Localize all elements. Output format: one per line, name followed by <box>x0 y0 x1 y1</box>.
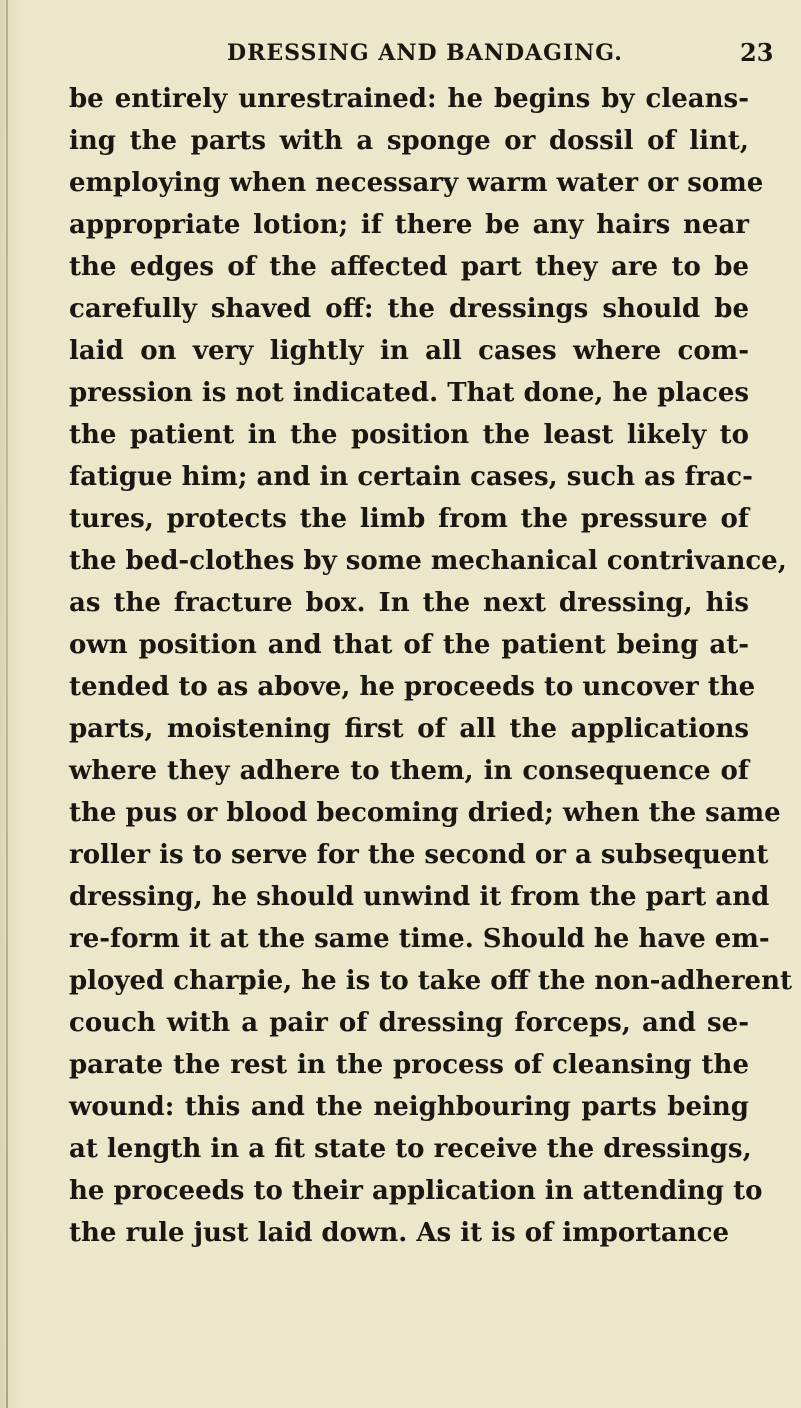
text-line: pression is not indicated. That done, he places <box>69 378 749 408</box>
text-line: be entirely unrestrained: he begins by cleans- <box>69 84 749 114</box>
text-line: parts, moistening first of all the applications <box>69 714 749 744</box>
text-line: carefully shaved off: the dressings should be <box>69 294 749 324</box>
page-header <box>0 38 801 72</box>
text-line: the patient in the position the least likely to <box>69 420 749 450</box>
text-line: the bed-clothes by some mechanical contrivance, <box>69 546 787 576</box>
text-line: dressing, he should unwind it from the part and <box>69 882 770 912</box>
text-line: wound: this and the neighbouring parts being <box>69 1092 749 1122</box>
page-number: 23 <box>740 38 774 67</box>
body-text <box>69 78 792 1254</box>
text-line: roller is to serve for the second or a subsequent <box>69 840 769 870</box>
text-line: laid on very lightly in all cases where com- <box>69 336 749 366</box>
text-line: re-form it at the same time. Should he have em- <box>69 924 770 954</box>
text-line: the rule just laid down. As it is of importance <box>69 1218 730 1248</box>
running-head: DRESSING AND BANDAGING. <box>227 40 623 66</box>
text-line: parate the rest in the process of cleansing the <box>69 1050 749 1080</box>
text-line: as the fracture box. In the next dressing, his <box>69 588 749 618</box>
text-line: tended to as above, he proceeds to uncover the <box>69 672 756 702</box>
text-line: where they adhere to them, in consequence of <box>69 756 749 786</box>
text-line: he proceeds to their application in attending to <box>69 1176 763 1206</box>
text-line: appropriate lotion; if there be any hairs near <box>69 210 749 240</box>
text-line: fatigue him; and in certain cases, such as frac- <box>69 462 753 492</box>
text-line: ing the parts with a sponge or dossil of lint, <box>69 126 749 156</box>
text-line: the pus or blood becoming dried; when the same <box>69 798 781 828</box>
text-line: at length in a fit state to receive the dressings, <box>69 1134 752 1164</box>
page-edge-shadow <box>6 0 8 1408</box>
text-line: employing when necessary warm water or some <box>69 168 764 198</box>
text-line: ployed charpie, he is to take off the non-adherent <box>69 966 792 996</box>
text-line: couch with a pair of dressing forceps, and se- <box>69 1008 749 1038</box>
text-line: the edges of the affected part they are to be <box>69 252 749 282</box>
text-line: own position and that of the patient being at- <box>69 630 749 660</box>
text-line: tures, protects the limb from the pressure of <box>69 504 749 534</box>
